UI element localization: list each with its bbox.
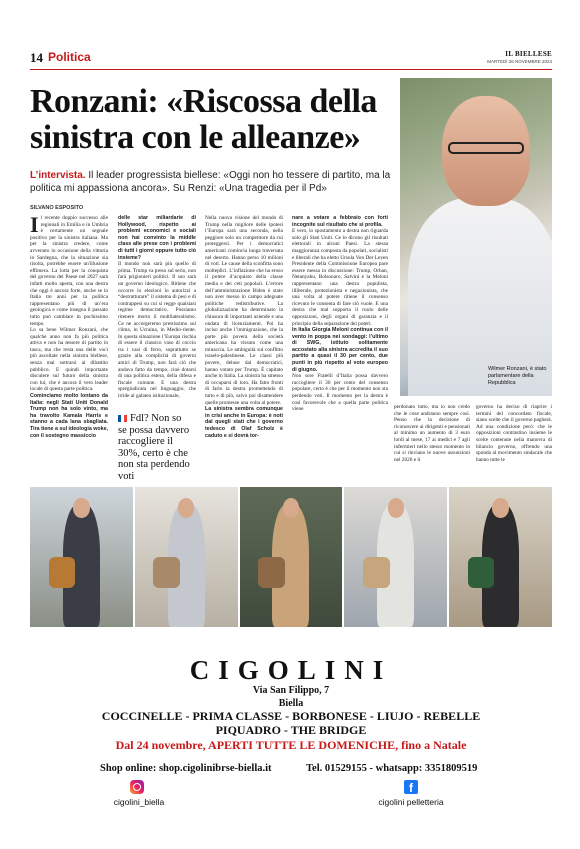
issue-date: MARTEDÌ 26 NOVEMBRE 2024 — [487, 59, 552, 64]
ad-brand: CIGOLINI — [189, 655, 393, 685]
handbag — [468, 557, 495, 588]
interview-question: La sinistra sembra comunque in crisi anche in Europa: è noti dal quegli stati che i governo tedesco di Olaf Scholz è caduto e si dovrà tor- — [205, 406, 283, 439]
ad-telephone: Tel. 01529155 - whatsapp: 3351809519 — [306, 763, 478, 774]
instagram-icon — [130, 780, 144, 794]
article-headline: Ronzani: «Riscossa della sinistra con le alleanze» — [30, 83, 377, 156]
quote-flag-icon — [118, 415, 127, 422]
standfirst — [30, 170, 398, 195]
photo-caption: Wilmer Ronzani, è stato parlamentare della Repubblica — [488, 366, 547, 386]
interview-question: delle star miliardarie di Hollywood, rispetto ai problemi economici e sociali non hai convinto la middle class alle prese con i problemi di tutti i giorni oppure tutto ciò insieme? — [118, 215, 196, 261]
column-text: l recente doppio successo alle regionali in Emilia e in Umbria è certamente un segnale positivo per la sinistra italiana. Ma per la sinistra credere, come avvenuto in occasione della vittoria in Sardegna, che la situazione sia risolta, potrebbe essere un'illusione effimera. La lotta per la conquista del governo del Paese nel 2027 sarà infatti molto aperta, con una destra che oggi è ancora forte, anche se in Italia tre anni per la politica rappresentano più di un’era geologica e come insegna il passato tutto può cambiare in pochissimo tempo. — [30, 215, 108, 327]
column-text: Lo sa bene Wilmer Ronzani, che qualche anno non fa più politica attiva e non ha tessere di partito in tasca, ma che resta una delle voci più ascoltate nella sinistra biellese, senza mai sottrarsi al dibattito pubblico. E quindi importante discutere sul futuro della sinistra con lui, che è ancora il vero leader locale di questa parte politica. — [30, 327, 108, 393]
column-text: perdonato tutto, ma io non credo che le cose andranno sempre così. Penso che la decisione di riconoscere ai dirigenti e pensionati al minimo un aumento di 3 euro lordi al mese, 17 ai medici e 7 agli infermieri nello stesso momento in cui si rinviano le nuove assunzioni nel 2026 e il — [394, 404, 470, 463]
interview-question: Cominciamo molto lontano da Italia: negli Stati Uniti Donald Trump non ha solo vinto, ma ha travolto Kamala Harris e stanno a cada lana sbagliata. Tira tiene a sul ideologia woke, con il sostegno massiccio — [30, 393, 108, 439]
pull-quote-text: Fdl? Non so se possa davvero raccogliere il 30%, certo è che non sta perdendo voti — [118, 413, 190, 482]
ad-photo — [30, 487, 133, 627]
standfirst-text: Il leader progressista biellese: «Oggi non ho tessere di partito, ma la politica mi appassiona ancora». Su Renzi: «Una tragedia per il Pd» — [30, 170, 391, 194]
dropcap: I — [30, 212, 39, 237]
instagram-handle: cigolini_biella — [113, 797, 165, 807]
facebook-icon: f — [404, 780, 418, 794]
ad-shop-online: Shop online: shop.cigolinibrse-biella.it — [100, 763, 272, 774]
article-column-5 — [394, 404, 470, 463]
handbag — [363, 557, 390, 588]
portrait-photo — [400, 78, 552, 396]
column-text: governo ha deciso di riaprire i termini del concordato fiscale, siano scelte che il governo pagherà. Ad una condizione però: che le opposizioni contrastino insieme le scelte contenute nella manovra di bilancio governo, offrendo una sponda al movimento sindacale che hanno tutte le — [476, 404, 552, 463]
article-column-4 — [292, 215, 388, 413]
model-face — [492, 498, 508, 518]
model-face — [388, 498, 404, 518]
byline: SILVANO ESPOSITO — [30, 205, 84, 211]
article-column-2 — [118, 215, 196, 400]
pull-quote — [118, 413, 192, 482]
ad-photo — [449, 487, 552, 627]
ad-photo — [240, 487, 343, 627]
model-face — [73, 498, 89, 518]
article-column-3 — [205, 215, 283, 439]
column-text: E vero, lo spostamento a destra non riguarda solo gli Stati Uniti. Ce lo dicono gli risultati elettorali in alcuni Paesi. La stessa maggioranza composta da popolari, socialisti e liberali che ha eletto Ursula Von Der Leyen Presidente della Commissione Europea pare essere messa in discussione: Trump, Orban, Netanyahu, Bolsonaro, Salvini e la Meloni rappresentano una destra populista, illiberale, protezionista e negazionista, che una volta al potere ritiene il consenso ricevuto le consenta di fare ciò vuole. E una destra che mal sopporta il ruolo delle opposizioni, degli organi di garanzia e il principio della separazione dei poteri. — [292, 228, 388, 327]
model-face — [283, 498, 299, 518]
article-column-6 — [476, 404, 552, 463]
column-text: Non sore Fratelli d’Italia possa davvero raccogliere il 30 per cento del consenso popolare, certo è che per il momento non sta perdendo voti. Il momento per la destra è così favorevole che a quella parte politica viene — [292, 373, 388, 413]
facebook-handle: cigolini pelletteria — [378, 797, 444, 807]
ad-city: Biella — [278, 698, 304, 709]
page-number: 14 — [30, 50, 43, 65]
ad-brands-line-1: COCCINELLE - PRIMA CLASSE - BORBONESE - LIUJO - REBELLE — [101, 709, 481, 723]
standfirst-tag: L’intervista. — [30, 170, 86, 181]
model-face — [178, 498, 194, 518]
handbag — [49, 557, 76, 588]
ad-photo — [135, 487, 238, 627]
newspaper-name: IL BIELLESE — [505, 50, 552, 58]
column-text: Il mondo non sarà più quello di prima. Trump va preso sul serio, non farà prigionieri politici. Il suo sarà un governo ideologico. Ritiene che occorre lo elezioni lo autorizzi a “destrutturare” il sistema di pesi e di contrappesi su cui si regge qualsiasi regime democratico. Possiamo ritenere morto il multilateralismo. Ce ne accorgeremo prestissimo sul clima, in Ucraina, in Medio-riente. In questa situazione l’Europa rischia di essere il classico vaso di coccio tra i vasi di ferro, soprattutto se grazie alla complicità di governi amici di Trump, non farà ciò che andava fatto da tempo, cioè dotarsi di una politica estera, della difesa e fiscale comune. E una destra spregiudicata nel linguaggio, che irride al galateo istituzionale, — [118, 261, 196, 400]
page-header — [30, 50, 552, 68]
ad-brands-line-2: PIQUADRO - THE BRIDGE — [215, 723, 367, 737]
portrait-glasses — [448, 142, 524, 154]
handbag — [153, 557, 180, 588]
column-text: Nella nuova visione del mondo di Trump nella migliore delle ipotesi l’Europa sarà una seconda, nella peggiore solo un competitore da cui proteggersi. Per i democratici americani comincia lunga traversata nel deserto. Hanno perso 10 milioni di voti. Le cause della sconfitta sono molteplici. L’inflazione che ha eroso il potere d’acquisto della classe media e dei ceti popolari. L’errore dell’amministrazione Biden è stato non aver messo in campo adeguate politiche redistributive. La globalizzazione ha determinato la chiusura di importanti aziende e una ondata di licenziamenti. Poi ha inciso anche l’immigrazione, che la parte più povera della società americana ha vissuto come una minaccia. Le ambiguità sul conflitto israelo-palestinese. Le classi più povere, deluse dai democratici, hanno votato per Trump. È capitato anche in Italia. La sinistra ha smesso di occuparsi di loro. Ha fatto fronti di farlo la destra promettendo di tutto e di più, salvo poi disattendere quelle promesse una volta al potere. — [205, 215, 283, 406]
interview-question: nare a votare a febbraio con forti incognite sul risultato che si profila. — [292, 215, 388, 228]
article-column-1 — [30, 212, 108, 439]
ad-promo: Dal 24 novembre, APERTI TUTTE LE DOMENICHE, fino a Natale — [115, 738, 467, 752]
header-rule — [30, 69, 552, 70]
section-label: Politica — [48, 50, 91, 64]
interview-question: In Italia Giorgia Meloni continua con il vento in poppa nei sondaggi: l’ultimo di SWG, istituto solitamente accostato alla sinistra accredita il suo partito a quasi il 30 per cento, due punti in più rispetto al voto europeo di giugno. — [292, 327, 388, 373]
ad-address: Via San Filippo, 7 — [252, 685, 330, 696]
ad-photo-strip — [30, 487, 552, 627]
ad-photo — [344, 487, 447, 627]
handbag — [258, 557, 285, 588]
